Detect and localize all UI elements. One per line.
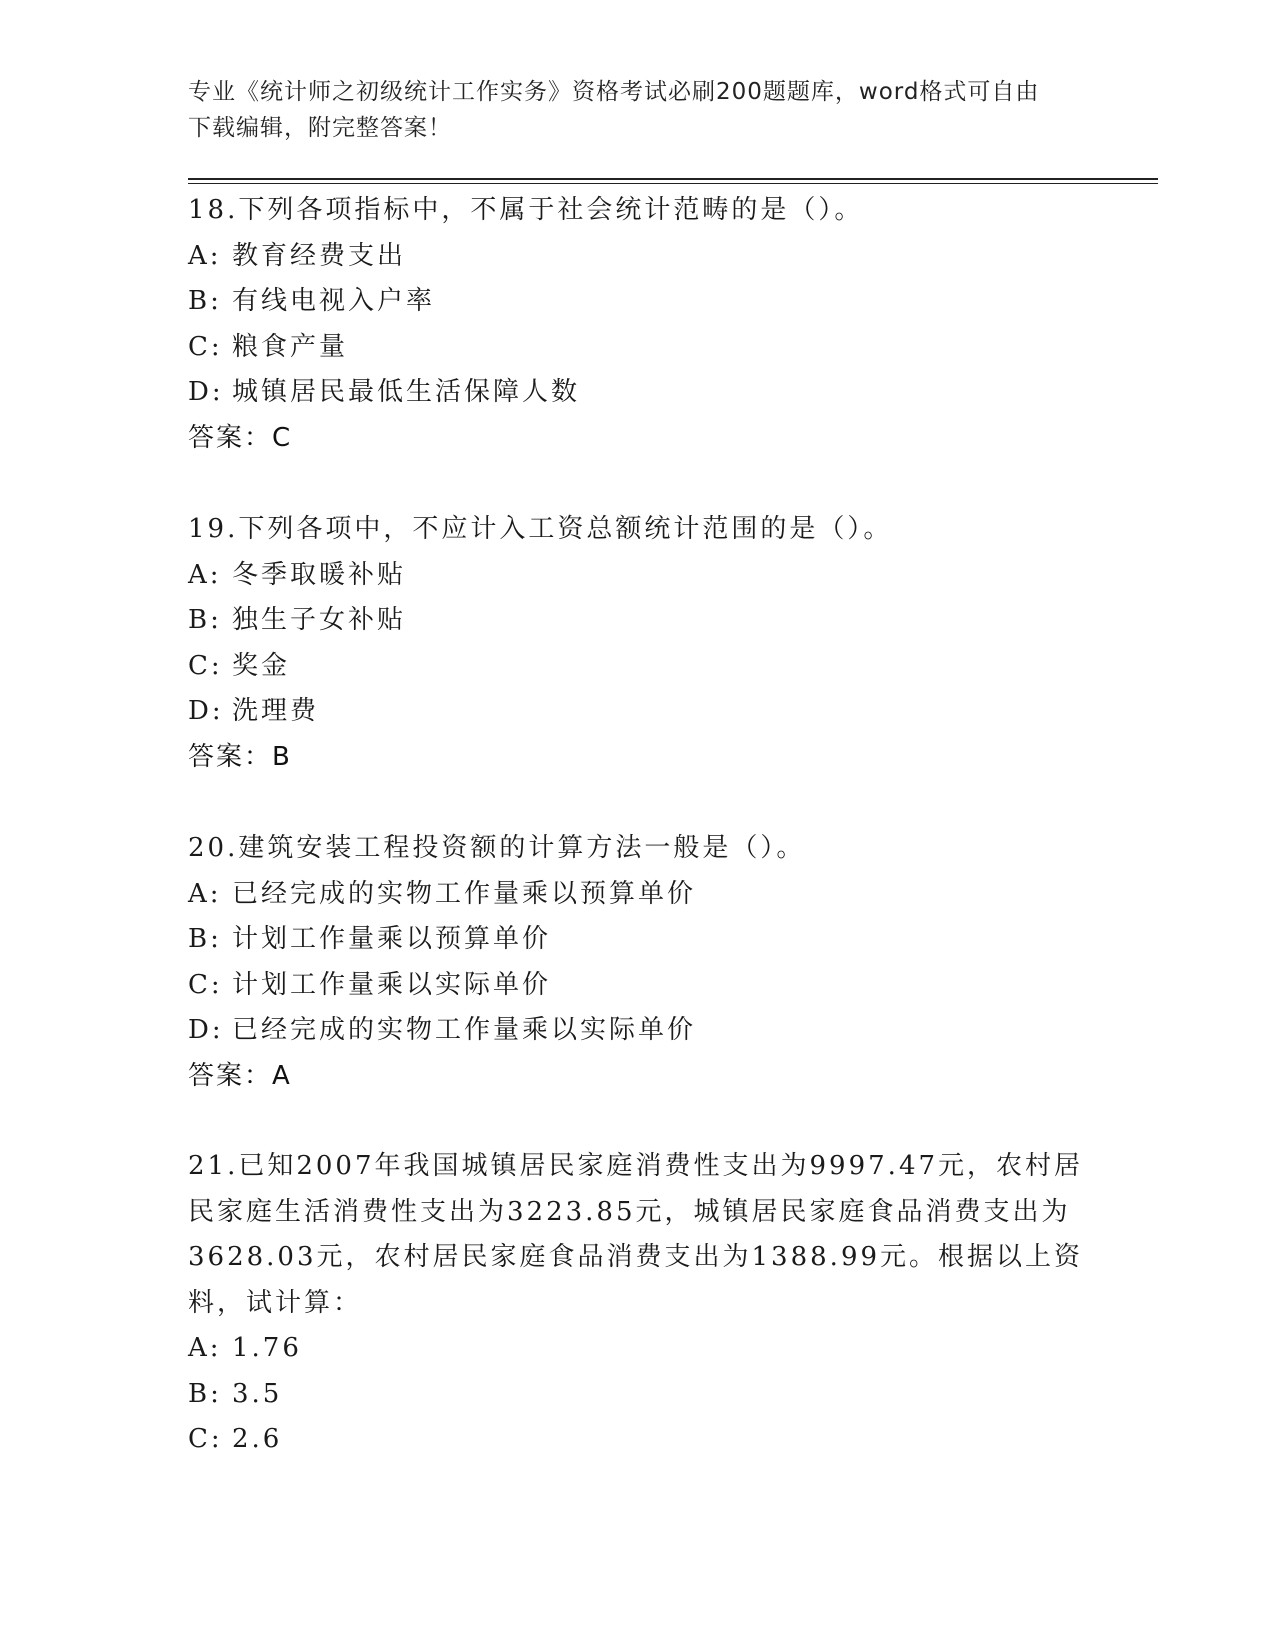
- option-key: A:: [188, 1333, 222, 1363]
- option-key: A:: [188, 240, 222, 271]
- question-stem: 19.下列各项中，不应计入工资总额统计范围的是（）。: [188, 514, 893, 544]
- option-d: [188, 370, 1088, 416]
- option-text: 2.6: [232, 1424, 283, 1454]
- option-key: B:: [188, 1378, 222, 1409]
- option-key: A:: [188, 559, 222, 590]
- option-key: B:: [188, 605, 222, 635]
- question-20: [188, 826, 1088, 1099]
- question-stem-line-4: 料，试计算：: [188, 1287, 363, 1318]
- question-18: [188, 188, 1088, 461]
- option-text: 冬季取暖补贴: [232, 559, 407, 590]
- option-key: D:: [188, 1015, 224, 1045]
- option-text: 有线电视入户率: [232, 286, 436, 316]
- option-text: 粮食产量: [232, 331, 349, 362]
- answer-line: 答案：C: [188, 422, 293, 453]
- option-key: C:: [188, 969, 223, 1000]
- option-c: [188, 1417, 1088, 1463]
- option-b: [188, 1372, 1088, 1418]
- document-header: [188, 74, 1088, 146]
- header-divider-thick: [188, 178, 1158, 180]
- option-text: 城镇居民最低生活保障人数: [232, 377, 581, 407]
- option-key: C:: [188, 1424, 223, 1454]
- option-text: 洗理费: [232, 696, 320, 726]
- option-d: [188, 1008, 1088, 1054]
- option-c: [188, 963, 1088, 1009]
- option-key: D:: [188, 696, 224, 726]
- spacer: [188, 461, 1088, 507]
- option-key: C:: [188, 650, 223, 681]
- option-key: A:: [188, 878, 222, 909]
- option-text: 3.5: [232, 1378, 283, 1409]
- question-21: [188, 1144, 1088, 1463]
- option-a: [188, 872, 1088, 918]
- answer-line: 答案：A: [188, 1060, 292, 1091]
- question-19: [188, 507, 1088, 780]
- option-text: 1.76: [232, 1333, 302, 1363]
- question-stem: 20.建筑安装工程投资额的计算方法一般是（）。: [188, 833, 806, 863]
- question-stem-line-2: 民家庭生活消费性支出为3223.85元，城镇居民家庭食品消费支出为: [188, 1196, 1071, 1227]
- option-text: 已经完成的实物工作量乘以预算单价: [232, 878, 697, 909]
- question-list: [188, 188, 1088, 1463]
- option-text: 计划工作量乘以实际单价: [232, 969, 552, 1000]
- option-d: [188, 689, 1088, 735]
- option-text: 计划工作量乘以预算单价: [232, 924, 552, 954]
- header-divider-thin: [188, 183, 1158, 184]
- option-key: C:: [188, 331, 223, 362]
- option-b: [188, 598, 1088, 644]
- option-text: 奖金: [232, 650, 291, 681]
- option-key: D:: [188, 377, 224, 407]
- answer-line: 答案：B: [188, 741, 292, 772]
- option-b: [188, 279, 1088, 325]
- spacer: [188, 780, 1088, 826]
- option-a: [188, 234, 1088, 280]
- option-text: 教育经费支出: [232, 240, 407, 271]
- option-a: [188, 553, 1088, 599]
- option-key: B:: [188, 286, 222, 316]
- question-stem-line-1: 21.已知2007年我国城镇居民家庭消费性支出为9997.47元，农村居: [188, 1151, 1084, 1181]
- option-b: [188, 917, 1088, 963]
- header-line-2: 下载编辑，附完整答案！: [188, 115, 452, 141]
- option-key: B:: [188, 924, 222, 954]
- question-stem: 18.下列各项指标中，不属于社会统计范畴的是（）。: [188, 195, 864, 225]
- option-text: 独生子女补贴: [232, 605, 407, 635]
- question-stem-line-3: 3628.03元，农村居民家庭食品消费支出为1388.99元。根据以上资: [188, 1242, 1084, 1272]
- option-c: [188, 325, 1088, 371]
- option-text: 已经完成的实物工作量乘以实际单价: [232, 1015, 697, 1045]
- spacer: [188, 1099, 1088, 1144]
- header-line-1: 专业《统计师之初级统计工作实务》资格考试必刷200题题库，word格式可自由: [188, 79, 1040, 105]
- option-c: [188, 644, 1088, 690]
- option-a: [188, 1326, 1088, 1372]
